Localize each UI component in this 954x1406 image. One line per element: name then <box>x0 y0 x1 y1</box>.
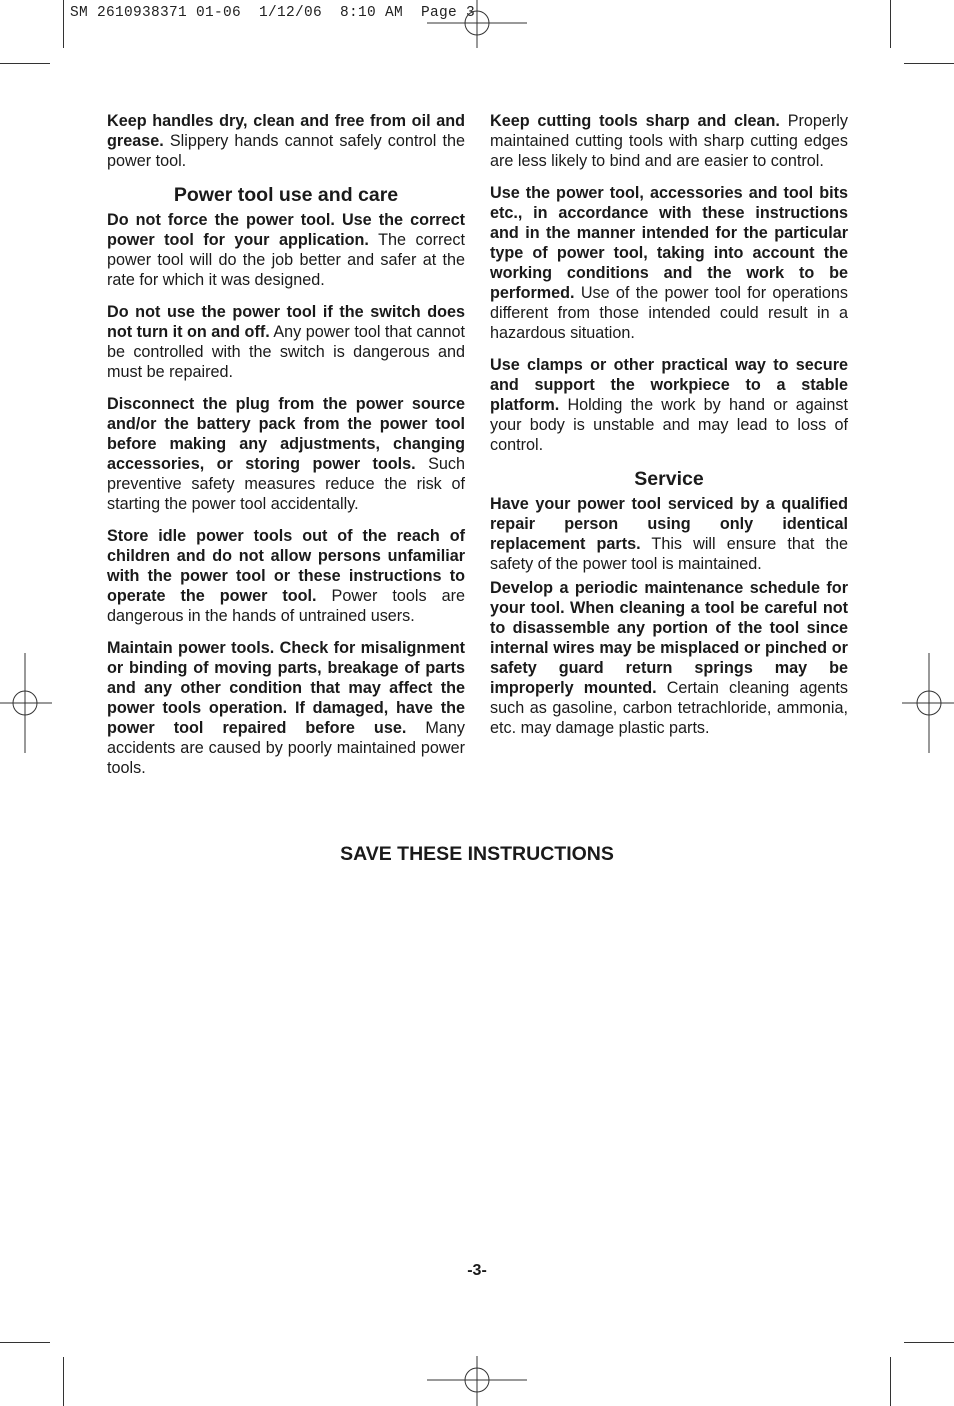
paragraph-body: Slippery hands cannot safely control the power tool. <box>107 132 465 170</box>
paragraph-body: This will ensure that the safety of the power tool is maintained. <box>490 535 848 573</box>
paragraph-body: Holding the work by hand or against your body is unstable and may lead to loss of control. <box>490 396 848 454</box>
paragraph-body: Many accidents are caused by poorly maintained power tools. <box>107 719 465 777</box>
paragraph-body: Power tools are dangerous in the hands of untrained users. <box>107 587 465 625</box>
paragraph-lead: Disconnect the plug from the power source and/or the battery pack from the power tool before making any adjustments, changing accessories, or storing power tools. <box>107 395 465 473</box>
left-column <box>107 111 465 790</box>
paragraph-body: Certain cleaning agents such as gasoline, carbon tetrachloride, ammonia, etc. may damage plastic parts. <box>490 679 849 737</box>
save-instructions-heading: SAVE THESE INSTRUCTIONS <box>340 843 614 865</box>
paragraph-store <box>107 526 465 626</box>
paragraph-maintenance-schedule <box>490 578 848 738</box>
paragraph-clamps <box>490 355 848 455</box>
paragraph-body: Use of the power tool for operations different from those intended could result in a hazardous situation. <box>490 284 848 342</box>
paragraph-handles <box>107 111 465 171</box>
paragraph-lead: Use the power tool, accessories and tool bits etc., in accordance with these instructions and in the manner intended for the particular type of power tool, taking into account the working conditions and the work to be performed. <box>490 184 848 302</box>
crop-mark <box>904 1342 954 1343</box>
registration-mark-right <box>902 653 954 753</box>
registration-mark-top <box>427 0 527 48</box>
crop-mark <box>0 1342 50 1343</box>
section-heading-service: Service <box>634 468 704 490</box>
registration-mark-bottom <box>427 1356 527 1406</box>
paragraph-lead: Do not force the power tool. Use the correct power tool for your application. <box>107 211 465 249</box>
paragraph-lead: Maintain power tools. Check for misalignment or binding of moving parts, breakage of parts and any other condition that may affect the power tools operation. If damaged, have the power tool repaired before use. <box>107 639 465 737</box>
paragraph-lead: Store idle power tools out of the reach of children and do not allow persons unfamiliar with the power tool or these instructions to operate the power tool. <box>107 527 465 605</box>
crop-mark <box>904 63 954 64</box>
crop-mark <box>63 1357 64 1406</box>
paragraph-switch <box>107 302 465 382</box>
paragraph-disconnect <box>107 394 465 514</box>
paragraph-lead: Develop a periodic maintenance schedule for your tool. When cleaning a tool be careful not to disassemble any portion of the tool since internal wires may be misplaced or pinched or safety guard return springs may be improperly mounted. <box>490 579 848 697</box>
crop-mark <box>890 0 891 48</box>
paragraph-force <box>107 210 465 290</box>
paragraph-lead: Keep handles dry, clean and free from oil and grease. <box>107 112 465 150</box>
paragraph-sharp <box>490 111 848 171</box>
paragraph-lead: Use clamps or other practical way to secure and support the workpiece to a stable platform. <box>490 356 848 414</box>
page-number: -3- <box>467 1262 487 1279</box>
right-column <box>490 111 848 750</box>
paragraph-maintain <box>107 638 465 778</box>
paragraph-lead: Do not use the power tool if the switch does not turn it on and off. <box>107 303 465 341</box>
paragraph-body: Properly maintained cutting tools with sharp cutting edges are less likely to bind and are easier to control. <box>490 112 848 170</box>
section-heading-use-and-care: Power tool use and care <box>173 184 399 206</box>
registration-mark-left <box>0 653 52 753</box>
crop-mark <box>890 1357 891 1406</box>
paragraph-body: Such preventive safety measures reduce the risk of starting the power tool accidentally. <box>107 455 465 513</box>
crop-mark <box>63 0 64 48</box>
paragraph-serviced <box>490 494 848 574</box>
paragraph-lead: Have your power tool serviced by a qualified repair person using only identical replacement parts. <box>490 495 848 553</box>
paragraph-body: Any power tool that cannot be controlled with the switch is dangerous and must be repaired. <box>107 323 466 381</box>
print-slug: SM 2610938371 01-06 1/12/06 8:10 AM Page 3 <box>70 5 476 21</box>
paragraph-body: The correct power tool will do the job better and safer at the rate for which it was designed. <box>107 231 465 289</box>
paragraph-lead: Keep cutting tools sharp and clean. <box>490 112 780 130</box>
crop-mark <box>0 63 50 64</box>
paragraph-accordance <box>490 183 848 343</box>
